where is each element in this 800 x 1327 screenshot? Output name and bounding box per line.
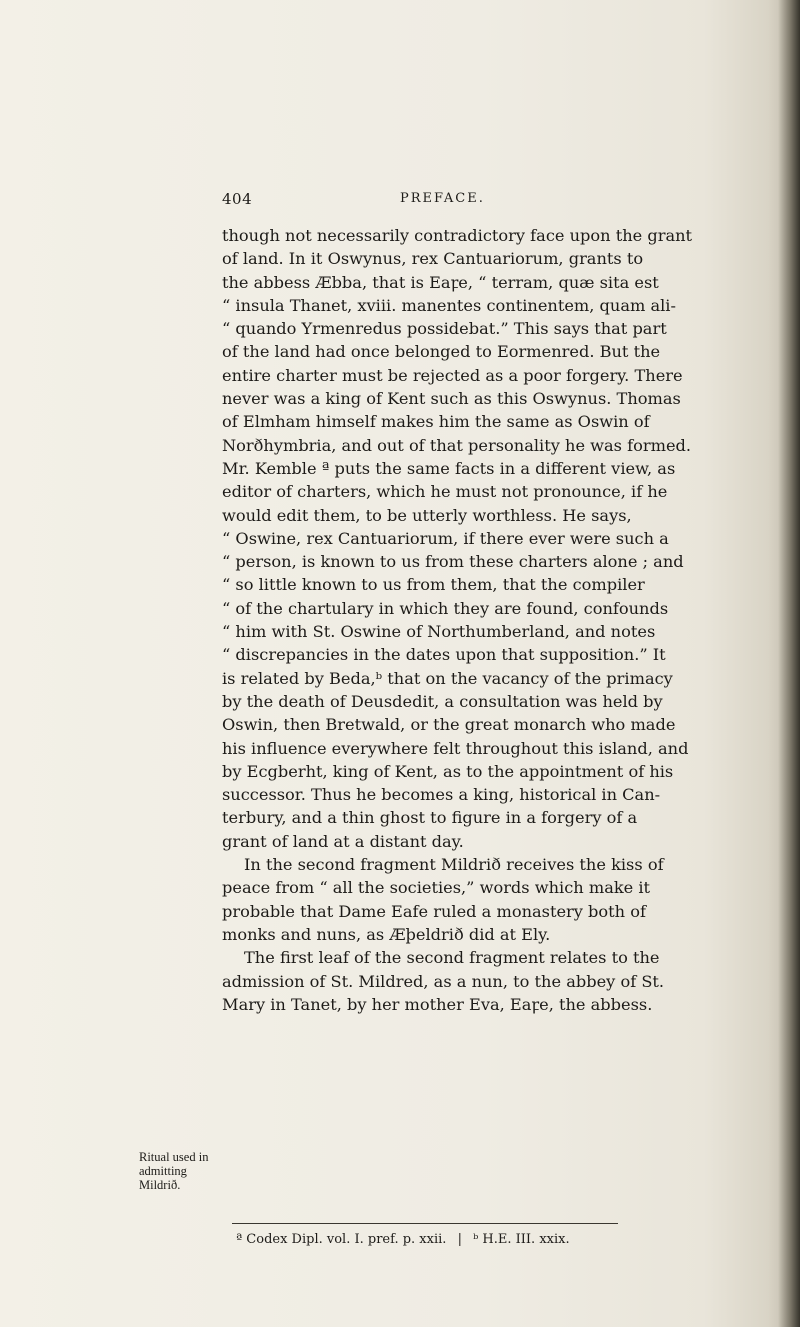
margin-note-line: Mildrið. xyxy=(139,1178,181,1192)
text-line: monks and nuns, as Æþeldrið did at Ely. xyxy=(222,924,551,944)
margin-note-line: admitting xyxy=(139,1164,187,1178)
text-line: peace from “ all the societies,” words which make it xyxy=(222,878,651,898)
text-line: grant of land at a distant day. xyxy=(222,831,464,851)
text-line: terbury, and a thin ghost to figure in a forgery of a xyxy=(222,808,638,828)
text-line: of the land had once belonged to Eormenred. But the xyxy=(222,342,661,362)
text-line: admission of St. Mildred, as a nun, to the abbey of St. xyxy=(222,971,665,991)
text-line: In the second fragment Mildrið receives the kiss of xyxy=(244,855,664,875)
text-line: by the death of Deusdedit, a consultation was held by xyxy=(222,691,663,711)
text-line: Mary in Tanet, by her mother Eva, Eaꝼe, the abbess. xyxy=(222,994,653,1014)
text-line: entire charter must be rejected as a poor forgery. There xyxy=(222,365,683,385)
text-line: never was a king of Kent such as this Oswynus. Thomas xyxy=(222,389,681,409)
text-line: “ Oswine, rex Cantuariorum, if there ever were such a xyxy=(222,528,669,548)
text-line: The first leaf of the second fragment relates to the xyxy=(244,948,660,968)
footnote-rule xyxy=(232,1223,618,1224)
footnote-b: ᵇ H.E. III. xxix. xyxy=(473,1232,570,1247)
text-line: “ him with St. Oswine of Northumberland, and notes xyxy=(222,622,656,642)
text-line: “ discrepancies in the dates upon that supposition.” It xyxy=(222,645,666,665)
text-line: Mr. Kemble ª puts the same facts in a different view, as xyxy=(222,458,676,478)
book-gutter-shadow xyxy=(778,0,800,1327)
footnotes xyxy=(236,1232,570,1247)
text-line: “ insula Thanet, xviii. manentes continentem, quam ali- xyxy=(222,295,676,315)
text-line: by Ecgberht, king of Kent, as to the appointment of his xyxy=(222,761,674,781)
margin-note-line: Ritual used in xyxy=(139,1150,209,1164)
page-number: 404 xyxy=(222,190,253,208)
text-line: “ person, is known to us from these charters alone ; and xyxy=(222,552,684,572)
text-line: Norðhymbria, and out of that personality he was formed. xyxy=(222,435,692,455)
text-line: probable that Dame Eafe ruled a monastery both of xyxy=(222,901,646,921)
running-title: PREFACE. xyxy=(400,191,485,206)
text-line: would edit them, to be utterly worthless. He says, xyxy=(222,505,632,525)
page-header xyxy=(222,190,622,214)
text-line: of Elmham himself makes him the same as Oswin of xyxy=(222,412,650,432)
text-line: successor. Thus he becomes a king, historical in Can- xyxy=(222,785,661,805)
footnote-a: ª Codex Dipl. vol. I. pref. p. xxii. xyxy=(236,1232,447,1247)
text-line: of land. In it Oswynus, rex Cantuariorum, grants to xyxy=(222,249,644,269)
text-line: Oswin, then Bretwald, or the great monarch who made xyxy=(222,715,676,735)
text-line: “ so little known to us from them, that the compiler xyxy=(222,575,645,595)
text-line: editor of charters, which he must not pronounce, if he xyxy=(222,482,668,502)
text-line: “ quando Yrmenredus possidebat.” This says that part xyxy=(222,319,667,339)
body-text xyxy=(222,224,693,1016)
margin-note xyxy=(139,1150,219,1192)
text-line: the abbess Æbba, that is Eaꝼe, “ terram, quæ sita est xyxy=(222,272,659,292)
text-line: is related by Beda,ᵇ that on the vacancy of the primacy xyxy=(222,668,673,688)
footnote-separator: | xyxy=(457,1232,462,1247)
text-line: “ of the chartulary in which they are found, confounds xyxy=(222,598,669,618)
text-line: though not necessarily contradictory face upon the grant xyxy=(222,226,693,245)
text-line: his influence everywhere felt throughout this island, and xyxy=(222,738,689,758)
